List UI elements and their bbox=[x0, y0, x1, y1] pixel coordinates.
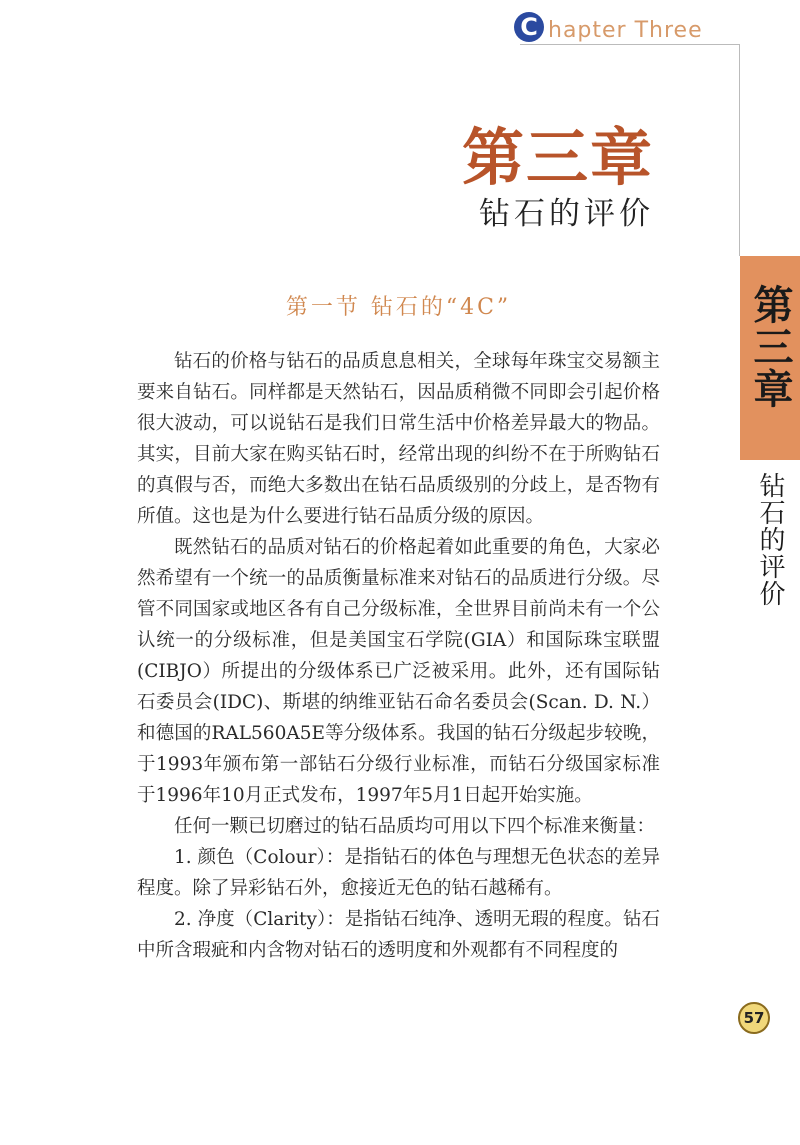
page-number: 57 bbox=[738, 1002, 770, 1034]
side-chapter-tab bbox=[740, 256, 800, 460]
chapter-subtitle: 钻石的评价 bbox=[479, 196, 654, 232]
paragraph: 钻石的价格与钻石的品质息息相关，全球每年珠宝交易额主要来自钻石。同样都是天然钻石，因品质稍微不同即会引起价格很大波动，可以说钻石是我们日常生活中价格差异最大的物品。其实，目前大家在购买钻石时，经常出现的纠纷不在于所购钻石的真假与否，而绝大多数出在钻石品质级别的分歧上，是否物有所值。这也是为什么要进行钻石品质分级的原因。 bbox=[137, 351, 660, 527]
side-tab-title: 第三章 bbox=[747, 284, 794, 410]
chapter-title: 第三章 bbox=[461, 121, 654, 194]
chapter-initial-badge: C bbox=[514, 12, 544, 42]
paragraph: 2. 净度（Clarity）：是指钻石纯净、透明无瑕的程度。钻石中所含瑕疵和内含物对钻石的透明度和外观都有不同程度的 bbox=[137, 909, 660, 961]
paragraph: 任何一颗已切磨过的钻石品质均可用以下四个标准来衡量： bbox=[174, 816, 656, 837]
paragraph: 1. 颜色（Colour）：是指钻石的体色与理想无色状态的差异程度。除了异彩钻石外，愈接近无色的钻石越稀有。 bbox=[137, 847, 660, 899]
side-tab-subtitle: 钻石的评价 bbox=[755, 472, 785, 607]
running-header: hapter Three bbox=[548, 18, 703, 43]
body-text bbox=[137, 346, 660, 966]
paragraph: 既然钻石的品质对钻石的价格起着如此重要的角色，大家必然希望有一个统一的品质衡量标准来对钻石的品质进行分级。尽管不同国家或地区各有自己分级标准，全世界目前尚未有一个公认统一的分级标准，但是美国宝石学院(GIA）和国际珠宝联盟(CIBJO）所提出的分级体系已广泛被采用。此外，还有国际钻石委员会(IDC)、斯堪的纳维亚钻石命名委员会(Scan. D. N.）和德国的RAL560A5E等分级体系。我国的钻石分级起步较晚，于1993年颁布第一部钻石分级行业标准，而钻石分级国家标准于1996年10月正式发布，1997年5月1日起开始实施。 bbox=[137, 537, 660, 806]
header-rule bbox=[520, 44, 740, 45]
section-title: 第一节 钻石的“4C” bbox=[285, 295, 512, 320]
header-vertical-rule bbox=[739, 44, 740, 256]
